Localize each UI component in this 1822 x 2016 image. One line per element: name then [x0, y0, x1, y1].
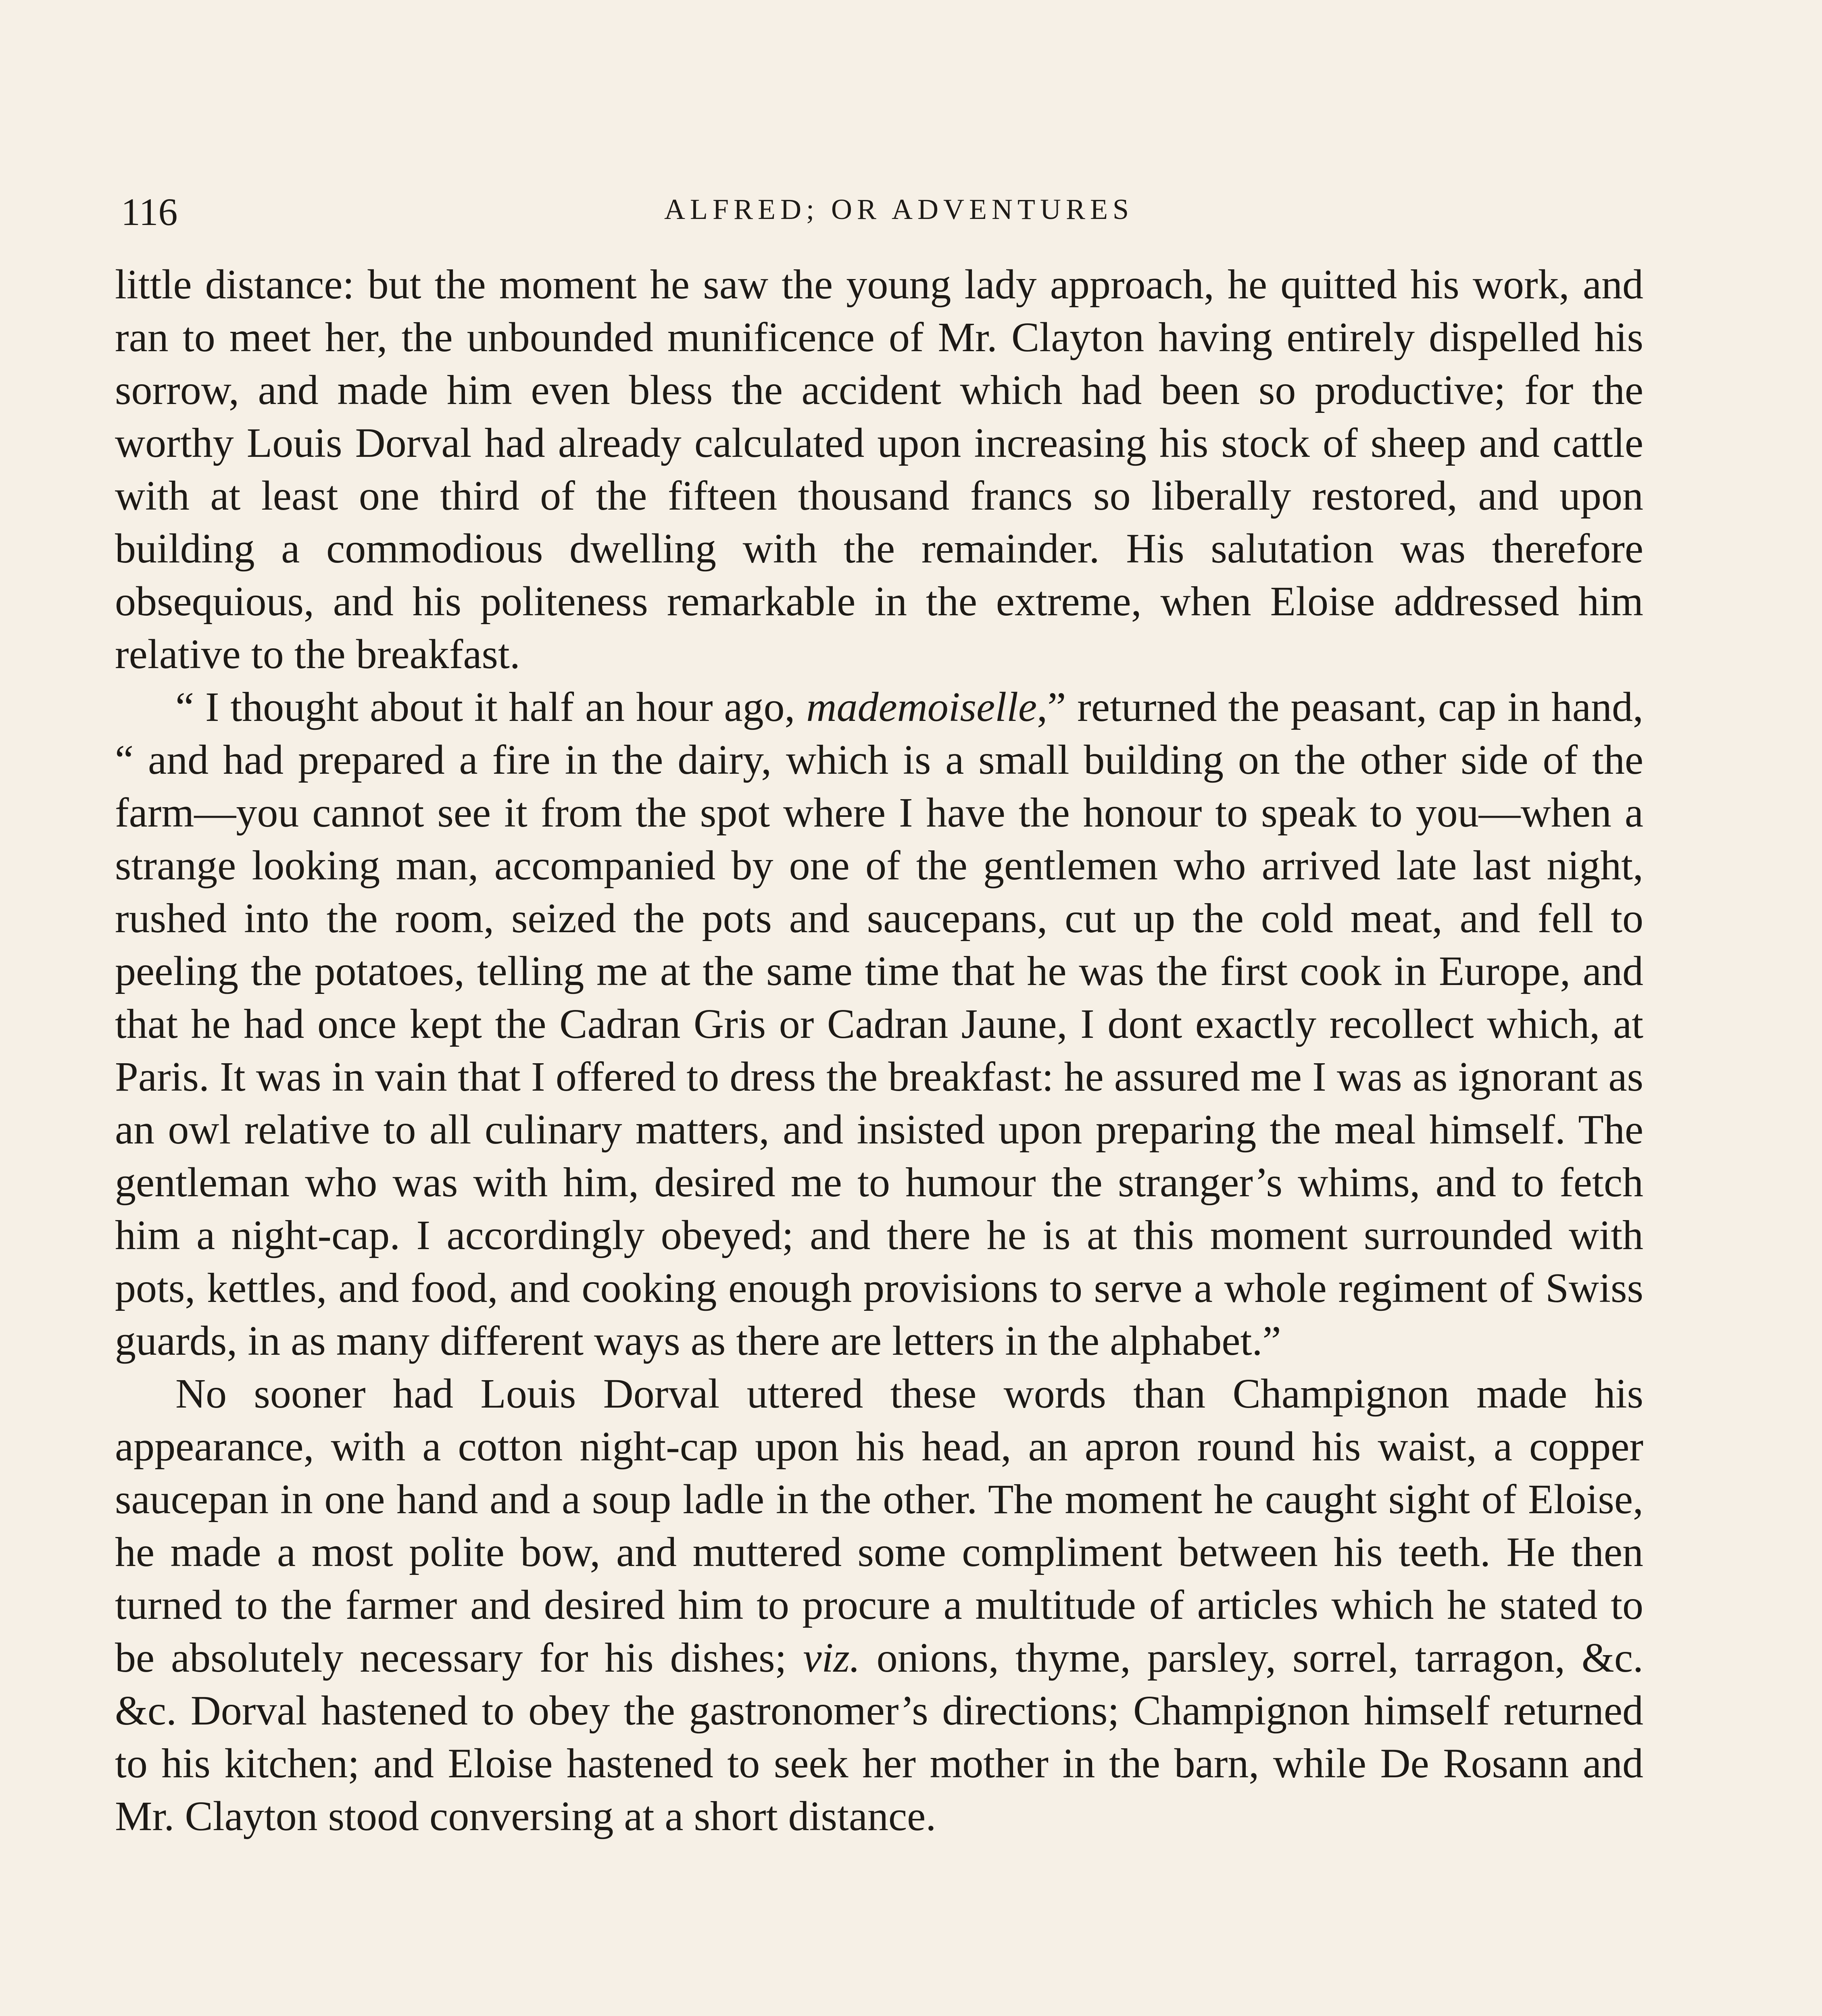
- body-text: [115, 258, 1643, 1843]
- italic-viz: viz.: [803, 1635, 860, 1681]
- running-title: ALFRED; OR ADVENTURES: [664, 193, 1134, 225]
- paragraph-2-start: “ I thought about it half an hour ago,: [175, 684, 807, 730]
- italic-mademoiselle: mademoiselle: [806, 684, 1037, 730]
- page-number: 116: [121, 190, 178, 233]
- paragraph-3: [115, 1367, 1643, 1843]
- running-head: [121, 190, 1677, 234]
- paragraph-2: [115, 681, 1643, 1367]
- paragraph-1: little distance: but the moment he saw the young lady approach, he quitted his work, and ran to meet her, the unbounded munificence of Mr. Clayton having entirely dispelled his sorrow, and made him even bless the accident which had been so productive; for the worthy Louis Dorval had already calculated upon increasing his stock of sheep and cattle with at least one third of the fifteen thousand francs so liberally restored, and upon building a commodious dwelling with the remainder. His salutation was therefore obsequious, and his politeness remarkable in the extreme, when Eloise addressed him relative to the breakfast.: [115, 261, 1643, 677]
- paragraph-2-rest: ,” returned the peasant, cap in hand, “ and had prepared a fire in the dairy, which is a small building on the other side of the farm—you cannot see it from the spot where I have the honour to speak to you—when a strange looking man, accompanied by one of the gentlemen who arrived late last night, rushed into the room, seized the pots and saucepans, cut up the cold meat, and fell to peeling the potatoes, telling me at the same time that he was the first cook in Europe, and that he had once kept the Cadran Gris or Cadran Jaune, I dont exactly recollect which, at Paris. It was in vain that I offered to dress the breakfast: he assured me I was as ignorant as an owl relative to all culinary matters, and insisted upon preparing the meal himself. The gentleman who was with him, desired me to humour the stranger’s whims, and to fetch him a night-cap. I accordingly obeyed; and there he is at this moment surrounded with pots, kettles, and food, and cooking enough provisions to serve a whole regiment of Swiss guards, in as many different ways as there are letters in the alphabet.”: [115, 684, 1643, 1364]
- paragraph-3-rest: onions, thyme, parsley, sorrel, tarragon, &c. &c. Dorval hastened to obey the gastronomer’s directions; Champignon himself returned to his kitchen; and Eloise hastened to seek her mother in the barn, while De Rosann and Mr. Clayton stood conversing at a short distance.: [115, 1635, 1643, 1839]
- paragraph-3-start: No sooner had Louis Dorval uttered these words than Champignon made his appearance, with a cotton night-cap upon his head, an apron round his waist, a copper saucepan in one hand and a soup ladle in the other. The moment he caught sight of Eloise, he made a most polite bow, and muttered some compliment between his teeth. He then turned to the farmer and desired him to procure a multitude of articles which he stated to be absolutely necessary for his dishes;: [115, 1370, 1643, 1681]
